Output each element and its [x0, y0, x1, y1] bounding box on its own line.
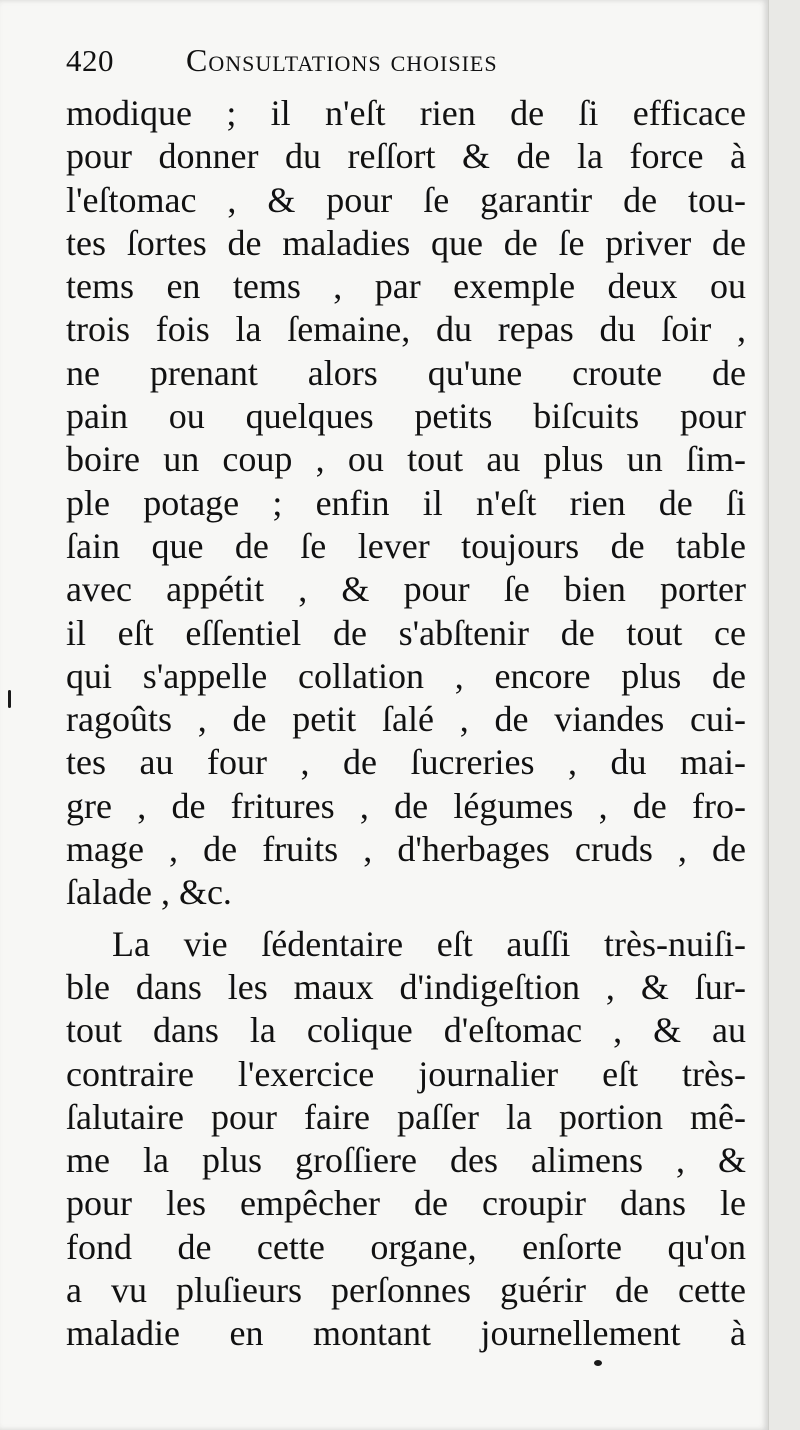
text-line: a vu pluſieurs perſonnes guérir de cette: [66, 1270, 746, 1311]
page-edge: [768, 0, 800, 1430]
text-line: ragoûts , de petit ſalé , de viandes cui-: [66, 699, 746, 740]
page-number: 420: [66, 43, 114, 78]
text-line: ſain que de ſe lever toujours de table: [66, 525, 746, 566]
text-line: l'eſtomac , & pour ſe garantir de tou-: [66, 179, 746, 220]
text-line: tes ſortes de maladies que de ſe priver de: [66, 222, 746, 263]
paragraph-2: [66, 923, 746, 1356]
text-line: boire un coup , ou tout au plus un ſim-: [66, 439, 746, 480]
text-line: ſalade , &c.: [66, 872, 232, 913]
text-line: tout dans la colique d'eſtomac , & au: [66, 1010, 746, 1051]
text-line: tes au four , de ſucreries , du mai-: [66, 742, 746, 783]
ink-speck: [8, 690, 11, 708]
text-line: contraire l'exercice journalier eſt très-: [66, 1053, 746, 1094]
text-line: ſalutaire pour faire paſſer la portion mê-: [66, 1096, 746, 1137]
paragraph-1: [66, 92, 746, 915]
page-header: [66, 42, 746, 92]
text-line: pour donner du reſſort & de la force à: [66, 136, 746, 177]
text-block: [66, 42, 746, 1356]
text-line: trois fois la ſemaine, du repas du ſoir ,: [66, 309, 746, 350]
text-line: qui s'appelle collation , encore plus de: [66, 655, 746, 696]
text-line: ple potage ; enfin il n'eſt rien de ſi: [66, 482, 746, 523]
text-line: avec appétit , & pour ſe bien porter: [66, 569, 746, 610]
text-line: ne prenant alors qu'une croute de: [66, 352, 746, 393]
text-line: me la plus groſſiere des alimens , &: [66, 1140, 746, 1181]
text-line: modique ; il n'eſt rien de ſi efficace: [66, 93, 746, 133]
text-line: il eſt eſſentiel de s'abſtenir de tout ce: [66, 612, 746, 653]
text-line: mage , de fruits , d'herbages cruds , de: [66, 829, 746, 870]
paragraph-gap: [66, 915, 746, 923]
text-line: gre , de fritures , de légumes , de fro-: [66, 785, 746, 826]
ink-speck: [594, 1360, 602, 1366]
text-line: pour les empêcher de croupir dans le: [66, 1183, 746, 1224]
text-line: maladie en montant journellement à: [66, 1313, 746, 1354]
text-line: La vie ſédentaire eſt auſſi très-nuiſi-: [112, 923, 746, 964]
text-line: pain ou quelques petits biſcuits pour: [66, 396, 746, 437]
text-line: ble dans les maux d'indigeſtion , & ſur-: [66, 966, 746, 1007]
running-title: Consultations choisies: [186, 42, 498, 78]
text-line: fond de cette organe, enſorte qu'on: [66, 1226, 746, 1267]
text-line: tems en tems , par exemple deux ou: [66, 266, 746, 307]
